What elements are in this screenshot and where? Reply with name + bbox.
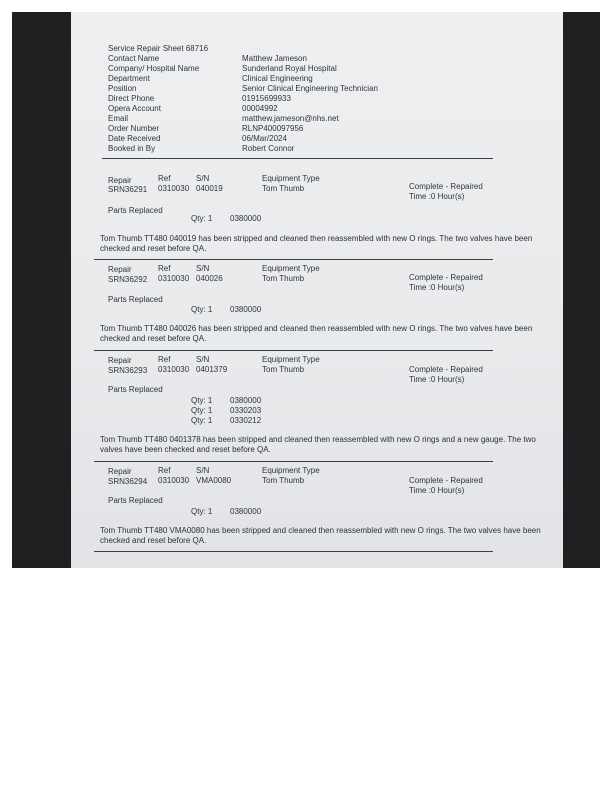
status-text: Complete - Repaired xyxy=(409,476,483,485)
field-value: Sunderland Royal Hospital xyxy=(242,64,337,73)
equipment-type-header: Equipment Type xyxy=(262,355,320,364)
time-text: Time :0 Hour(s) xyxy=(409,192,465,201)
status-text: Complete - Repaired xyxy=(409,365,483,374)
repair-description: Tom Thumb TT480 040026 has been stripped and cleaned then reassembled with new O rings. The two valves have been checked and reset before QA. xyxy=(100,324,533,343)
time-text: Time :0 Hour(s) xyxy=(409,486,465,495)
ref-value: 0310030 xyxy=(158,184,190,193)
equipment-value: Tom Thumb xyxy=(262,365,305,374)
part-number: 0380000 xyxy=(230,214,262,223)
field-label: Department xyxy=(108,74,150,83)
ref-header: Ref xyxy=(158,174,171,183)
sn-value: 040019 xyxy=(196,184,223,193)
parts-label: Parts Replaced xyxy=(108,206,163,215)
equipment-value: Tom Thumb xyxy=(262,274,305,283)
ref-header: Ref xyxy=(158,466,171,475)
part-number: 0380000 xyxy=(230,507,262,516)
repair-number: SRN36294 xyxy=(108,477,148,486)
repair-header: Repair xyxy=(108,467,132,476)
sn-header: S/N xyxy=(196,466,210,475)
equipment-value: Tom Thumb xyxy=(262,476,305,485)
sn-value: 0401379 xyxy=(196,365,228,374)
field-value: Robert Connor xyxy=(242,144,295,153)
divider xyxy=(94,461,493,462)
sn-header: S/N xyxy=(196,174,210,183)
field-value: 00004992 xyxy=(242,104,278,113)
repair-header: Repair xyxy=(108,265,132,274)
field-value: 01915699933 xyxy=(242,94,291,103)
parts-label: Parts Replaced xyxy=(108,496,163,505)
field-value: Matthew Jameson xyxy=(242,54,307,63)
divider xyxy=(94,350,493,351)
ref-header: Ref xyxy=(158,264,171,273)
field-value: Senior Clinical Engineering Technician xyxy=(242,84,378,93)
ref-value: 0310030 xyxy=(158,476,190,485)
field-label: Contact Name xyxy=(108,54,160,63)
time-text: Time :0 Hour(s) xyxy=(409,375,465,384)
equipment-type-header: Equipment Type xyxy=(262,264,320,273)
part-number: 0330212 xyxy=(230,416,262,425)
repair-number: SRN36291 xyxy=(108,185,148,194)
repair-description: Tom Thumb TT480 VMA0080 has been stripped and cleaned then reassembled with new O rings. The two valves have been checked and reset before QA. xyxy=(100,526,541,545)
sn-value: 040026 xyxy=(196,274,223,283)
status-text: Complete - Repaired xyxy=(409,273,483,282)
sheet-title: Service Repair Sheet 68716 xyxy=(108,44,209,53)
repair-description: Tom Thumb TT480 040019 has been stripped and cleaned then reassembled with new O rings. The two valves have been checked and reset before QA. xyxy=(100,234,533,253)
field-label: Opera Account xyxy=(108,104,161,113)
part-number: 0330203 xyxy=(230,406,262,415)
sn-header: S/N xyxy=(196,264,210,273)
field-label: Direct Phone xyxy=(108,94,155,103)
part-qty: Qty: 1 xyxy=(191,507,213,516)
status-text: Complete - Repaired xyxy=(409,182,483,191)
equipment-type-header: Equipment Type xyxy=(262,174,320,183)
ref-header: Ref xyxy=(158,355,171,364)
divider xyxy=(102,158,493,159)
repair-number: SRN36293 xyxy=(108,366,148,375)
part-qty: Qty: 1 xyxy=(191,406,213,415)
repair-number: SRN36292 xyxy=(108,275,148,284)
field-value: 06/Mar/2024 xyxy=(242,134,287,143)
field-label: Booked in By xyxy=(108,144,156,153)
repair-header: Repair xyxy=(108,356,132,365)
part-number: 0380000 xyxy=(230,396,262,405)
equipment-value: Tom Thumb xyxy=(262,184,305,193)
part-qty: Qty: 1 xyxy=(191,396,213,405)
parts-label: Parts Replaced xyxy=(108,295,163,304)
sn-value: VMA0080 xyxy=(196,476,232,485)
part-qty: Qty: 1 xyxy=(191,416,213,425)
part-qty: Qty: 1 xyxy=(191,214,213,223)
equipment-type-header: Equipment Type xyxy=(262,466,320,475)
field-label: Date Received xyxy=(108,134,161,143)
ref-value: 0310030 xyxy=(158,365,190,374)
sn-header: S/N xyxy=(196,355,210,364)
part-number: 0380000 xyxy=(230,305,262,314)
part-qty: Qty: 1 xyxy=(191,305,213,314)
repair-header: Repair xyxy=(108,176,132,185)
repair-description: Tom Thumb TT480 0401378 has been stripped and cleaned then reassembled with new O rings and a new gauge. The two valves have been checked and reset before QA. xyxy=(100,435,536,454)
ref-value: 0310030 xyxy=(158,274,190,283)
field-value: RLNP400097956 xyxy=(242,124,304,133)
field-value: Clinical Engineering xyxy=(242,74,313,83)
field-label: Email xyxy=(108,114,129,123)
time-text: Time :0 Hour(s) xyxy=(409,283,465,292)
divider xyxy=(94,259,493,260)
field-label: Order Number xyxy=(108,124,160,133)
divider xyxy=(94,551,493,552)
field-label: Position xyxy=(108,84,137,93)
field-label: Company/ Hospital Name xyxy=(108,64,200,73)
field-value: matthew.jameson@nhs.net xyxy=(242,114,339,123)
parts-label: Parts Replaced xyxy=(108,385,163,394)
